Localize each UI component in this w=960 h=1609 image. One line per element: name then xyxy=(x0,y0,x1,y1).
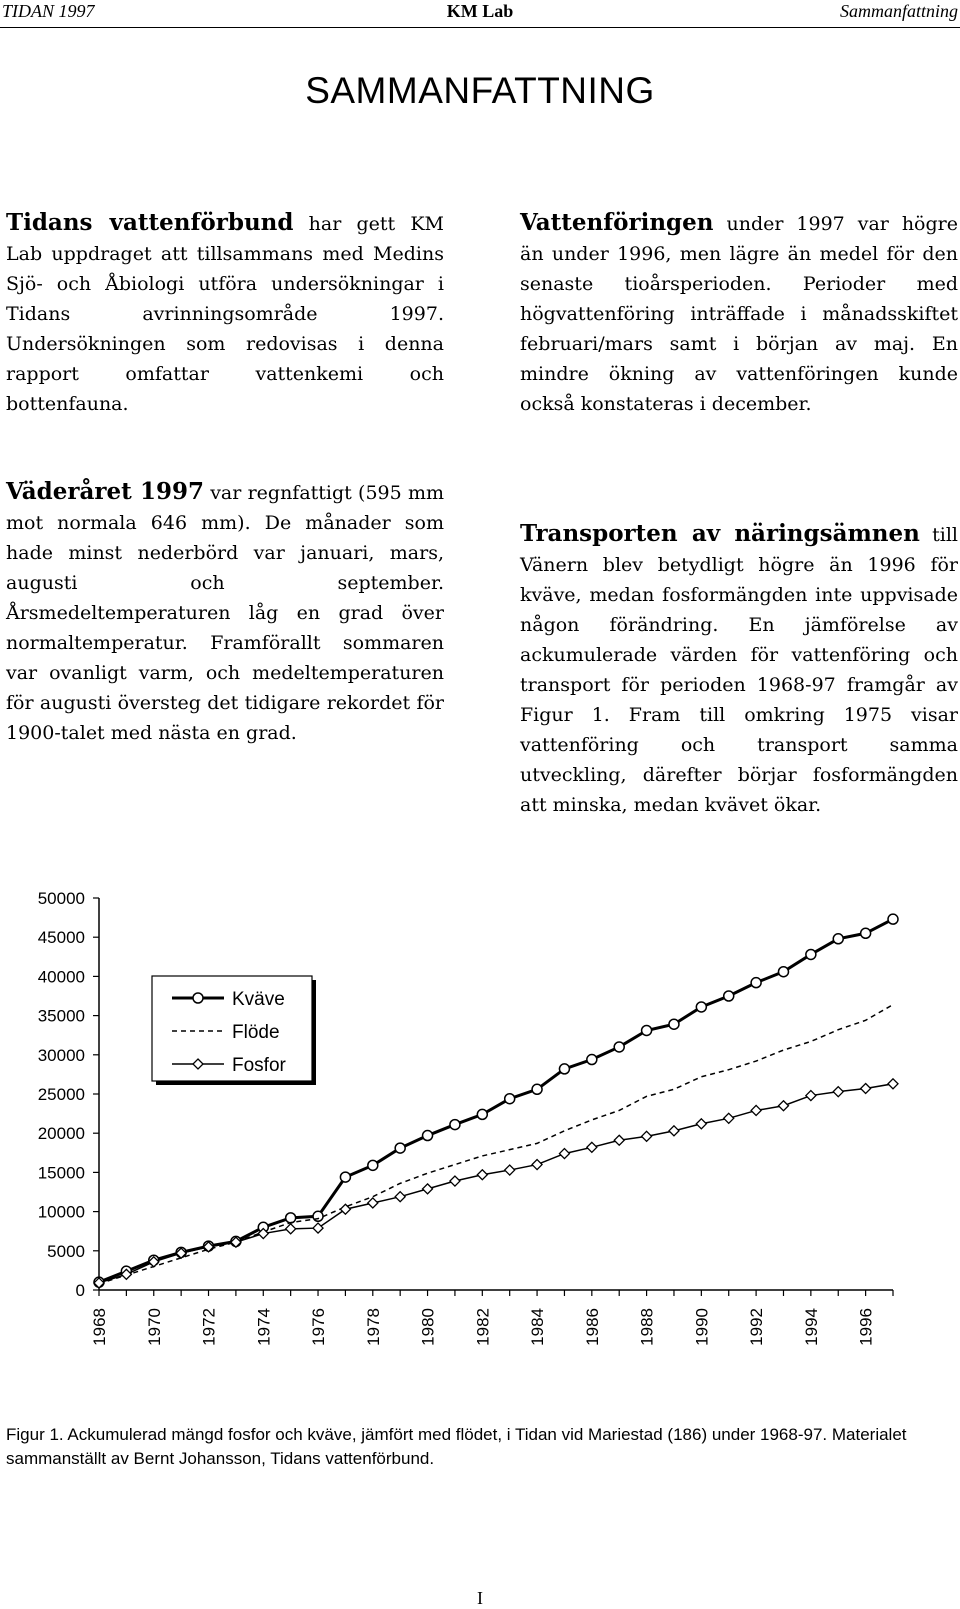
kvave-point xyxy=(724,991,734,1001)
fosfor-point xyxy=(587,1142,597,1152)
fosfor-point xyxy=(505,1165,515,1175)
kvave-point xyxy=(286,1213,296,1223)
paragraph-lead: Tidans vattenförbund xyxy=(6,209,294,236)
paragraph-vaderaret xyxy=(6,477,444,748)
fosfor-point xyxy=(423,1184,433,1194)
running-header-left: TIDAN 1997 xyxy=(2,1,95,21)
header-rule xyxy=(0,27,960,28)
kvave-point xyxy=(669,1019,679,1029)
fosfor-point xyxy=(642,1131,652,1141)
paragraph-transporten xyxy=(520,519,958,820)
x-tick-label: 1974 xyxy=(254,1308,274,1346)
fosfor-point xyxy=(888,1079,898,1089)
paragraph-vattenforingen xyxy=(520,208,958,419)
kvave-point xyxy=(340,1172,350,1182)
fosfor-point xyxy=(833,1087,843,1097)
page-title: SAMMANFATTNING xyxy=(305,70,655,111)
legend-label: Kväve xyxy=(232,989,285,1010)
x-tick-label: 1990 xyxy=(692,1308,712,1346)
fosfor-point xyxy=(532,1160,542,1170)
fosfor-point xyxy=(751,1105,761,1115)
y-tick-label: 20000 xyxy=(37,1124,85,1144)
fosfor-point xyxy=(286,1224,296,1234)
paragraph-lead: Transporten av näringsämnen xyxy=(520,520,920,547)
kvave-point xyxy=(778,967,788,977)
paragraph-body: under 1997 var högre än under 1996, men lägre än medel för den senaste tioårsperioden. Perioder med högvattenföring inträffade i månadsskiftet februari/mars samt i början av maj. En mindre ökning av vattenföringen kunde också konstateras i december. xyxy=(520,213,958,415)
kvave-point xyxy=(532,1084,542,1094)
figure-1 xyxy=(0,880,960,1380)
legend-label: Fosfor xyxy=(232,1055,286,1076)
fosfor-point xyxy=(696,1119,706,1129)
kvave-point xyxy=(559,1064,569,1074)
fosfor-point xyxy=(368,1198,378,1208)
y-tick-label: 25000 xyxy=(37,1085,85,1104)
x-tick-label: 1970 xyxy=(144,1308,164,1346)
x-tick-label: 1972 xyxy=(199,1308,219,1346)
kvave-point xyxy=(696,1002,706,1012)
kvave-point xyxy=(450,1120,460,1130)
fosfor-point xyxy=(614,1135,624,1145)
kvave-point xyxy=(368,1160,378,1170)
kvave-point xyxy=(861,928,871,938)
legend-circle-marker xyxy=(193,993,203,1003)
paragraph-body: till Vänern blev betydligt högre än 1996 för kväve, medan fosformängden inte uppvisade någon förändring. En jämförelse av ackumulerade värden för vattenföring och transport för perioden 1968-97 framgår av Figur 1. Fram till omkring 1975 visar vattenföring och transport samma utveckling, därefter börjar fosformängden att minska, medan kvävet ökar. xyxy=(520,524,958,816)
kvave-point xyxy=(477,1109,487,1119)
y-tick-label: 35000 xyxy=(37,1006,85,1026)
fosfor-point xyxy=(313,1223,323,1233)
kvave-point xyxy=(395,1143,405,1153)
fosfor-point xyxy=(477,1170,487,1180)
fosfor-point xyxy=(395,1192,405,1202)
x-tick-label: 1968 xyxy=(90,1308,109,1346)
x-tick-label: 1996 xyxy=(856,1308,876,1346)
paragraph-body: har gett KM Lab uppdraget att tillsammans med Medins Sjö- och Åbiologi utföra undersökningar i Tidans avrinningsområde 1997. Undersökningen som redovisas i denna rapport omfattar vattenkemi och bottenfauna. xyxy=(6,213,444,415)
y-tick-label: 40000 xyxy=(37,967,85,987)
fosfor-point xyxy=(806,1091,816,1101)
legend-label: Flöde xyxy=(232,1022,280,1043)
series-line-0 xyxy=(99,919,893,1282)
kvave-point xyxy=(642,1025,652,1035)
paragraph-vattenforbund xyxy=(6,208,444,419)
fosfor-point xyxy=(559,1149,569,1159)
x-tick-label: 1986 xyxy=(582,1308,602,1346)
y-tick-label: 15000 xyxy=(37,1163,85,1183)
running-header-center: KM Lab xyxy=(446,1,514,21)
fosfor-point xyxy=(861,1084,871,1094)
fosfor-point xyxy=(778,1101,788,1111)
kvave-point xyxy=(888,914,898,924)
kvave-point xyxy=(587,1055,597,1065)
fosfor-point xyxy=(669,1126,679,1136)
y-tick-label: 5000 xyxy=(47,1241,85,1261)
page-number: I xyxy=(477,1588,483,1608)
y-tick-label: 0 xyxy=(75,1281,85,1300)
y-tick-label: 45000 xyxy=(37,928,85,948)
fosfor-point xyxy=(724,1113,734,1123)
kvave-point xyxy=(614,1042,624,1052)
paragraph-body: var regnfattigt (595 mm mot normala 646 mm). De månader som hade minst nederbörd var januari, mars, augusti och september. Årsmedeltemperaturen låg en grad över normaltemperatur. Framförallt sommaren var ovanligt varm, och medeltemperaturen för augusti översteg det tidigare rekordet för 1900-talet med nästa en grad. xyxy=(6,482,444,744)
kvave-point xyxy=(751,978,761,988)
kvave-point xyxy=(806,949,816,959)
y-tick-label: 50000 xyxy=(37,889,85,908)
kvave-point xyxy=(423,1131,433,1141)
paragraph-lead: Vattenföringen xyxy=(520,209,714,236)
cumulative-chart xyxy=(0,880,960,1380)
paragraph-lead: Väderåret 1997 xyxy=(6,478,204,505)
x-tick-label: 1980 xyxy=(418,1308,438,1346)
x-tick-label: 1982 xyxy=(473,1308,493,1346)
running-header-right: Sammanfattning xyxy=(839,1,958,21)
x-tick-label: 1978 xyxy=(363,1308,383,1346)
x-tick-label: 1988 xyxy=(637,1308,657,1346)
y-tick-label: 30000 xyxy=(37,1045,85,1065)
x-tick-label: 1992 xyxy=(747,1308,767,1346)
x-tick-label: 1976 xyxy=(309,1308,329,1346)
figure-caption: Figur 1. Ackumulerad mängd fosfor och kväve, jämfört med flödet, i Tidan vid Mariestad (186) under 1968-97. Materialet sammanställt av Bernt Johansson, Tidans vattenförbund. xyxy=(6,1425,907,1468)
x-tick-label: 1994 xyxy=(801,1308,821,1346)
kvave-point xyxy=(505,1094,515,1104)
fosfor-point xyxy=(450,1176,460,1186)
x-tick-label: 1984 xyxy=(528,1308,548,1346)
y-tick-label: 10000 xyxy=(37,1202,85,1222)
kvave-point xyxy=(833,934,843,944)
series-line-2 xyxy=(99,1084,893,1283)
